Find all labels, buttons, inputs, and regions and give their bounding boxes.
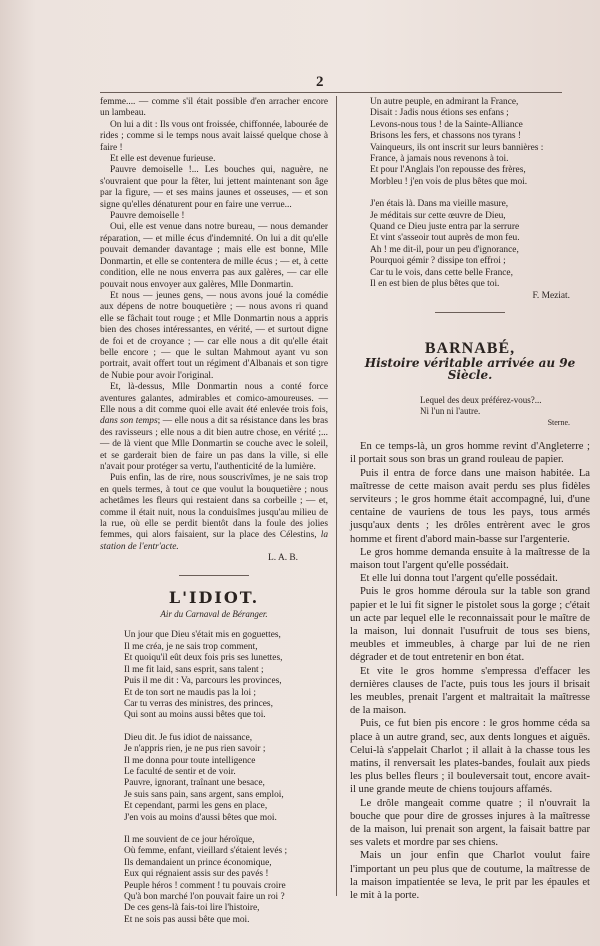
epigraph (420, 395, 590, 428)
article-paragraph (100, 382, 328, 473)
article-paragraph: On lui a dit : Ils vous ont froissée, chiffonnée, labourée de rides ; comme si le temps nous avait laissé quelque chose à faire ! (100, 119, 328, 153)
verse-line: Qu'à bon marché l'on pouvait faire un roi ? (124, 892, 285, 902)
verse-line: Disait : Jadis nous étions ses enfans ; (370, 108, 509, 119)
left-column (100, 97, 328, 926)
poem-signature: F. Meziat. (532, 290, 570, 301)
verse-line: Il me souvient de ce jour héroïque, (124, 834, 255, 845)
poem-stanza (124, 630, 328, 721)
verse-line: Ils demandaient un prince économique, (124, 857, 272, 868)
verse-line: Où femme, enfant, vieillard s'étaient levés ; (124, 846, 288, 857)
story-subtitle: Histoire véritable arrivée au 9e Siècle. (364, 356, 576, 382)
verse-line: Je méditais sur cette œuvre de Dieu, (370, 210, 506, 221)
verse-line: Il me créa, je ne sais trop comment, (124, 641, 258, 652)
header-rule (100, 92, 562, 93)
poem-title: L'IDIOT. (168, 587, 260, 607)
article-emphasis: dans son temps (100, 416, 158, 427)
verse-line: Pourquoi gémir ? dissipe ton effroi ; (370, 256, 506, 267)
verse-line: Le faculté de sentir et de voir. (124, 766, 236, 777)
section-rule (435, 312, 505, 313)
story-paragraph: Et vite le gros homme s'empressa d'effacer les dernières clauses de l'acte, puis tous les jours il brisait les meubles, prenait l'argent et maltraitait la maîtresse de la maison. (350, 665, 590, 717)
story-paragraph: Mais un jour enfin que Charlot voulut faire l'important un peu plus que de coutume, la maîtresse de la maison impatientée se leva, le prit par les épaules et le mit à la porte. (350, 850, 590, 902)
section-rule (179, 575, 249, 576)
verse-line: Levons-nous tous ! de la Sainte-Alliance (370, 119, 523, 130)
verse-line: J'en étais là. Dans ma vieille masure, (370, 199, 509, 210)
article-text: Et, là-dessus, Mlle Donmartin nous a conté force aventures galantes, admirables et comico-amoureuses. — Elle nous a dit comme quoi elle avait été enlevée trois fois, (100, 382, 328, 415)
epigraph-line: Ni l'un ni l'autre. (420, 406, 481, 417)
story-paragraph: Le gros homme demanda ensuite à la maîtresse de la maison tout l'argent qu'elle possédait. (350, 546, 590, 571)
article-text: ; — elle nous a dit sa résistance dans les bras des ravisseurs ; elle nous a dit bien autre chose, en vérité ;... — de là vient que Mlle Donmartin se couche avec le soleil, et se garderait bien de faire un pas dans la ville, si elle n'avait pour protéger sa vertu, l'authenticité de la lumière. (100, 416, 328, 472)
poem-stanza (370, 199, 590, 290)
article-signature: L. A. B. (268, 553, 298, 564)
epigraph-source: Sterne. (547, 418, 570, 428)
verse-line: Il me fit laid, sans esprit, sans talent ; (124, 664, 264, 675)
verse-line: Il en est bien de plus bêtes que toi. (370, 279, 500, 290)
poem-stanza (370, 97, 590, 188)
column-divider (336, 96, 337, 896)
article-emphasis: la station de l'entr'acte. (100, 530, 329, 552)
verse-line: Puis il me dit : Va, parcours les provinces, (124, 676, 282, 687)
story-paragraph: Puis, ce fut bien pis encore : le gros homme céda sa place à un autre grand, sec, aux dents longues et aiguës. Celui-là s'appelait Charlot ; il allait à la chasse tous les matins, il renversait les plates-bandes, foulait aux pieds les plus belles fleurs ; il bouleversait tout, encore avait-il une grande meute de chiens toujours affamés. (350, 718, 590, 796)
verse-line: Dieu dit. Je fus idiot de naissance, (124, 732, 253, 743)
poem-stanza (124, 733, 328, 824)
page-number: 2 (316, 74, 324, 90)
poem-stanza (124, 835, 328, 926)
article-text: Puis enfin, las de rire, nous souscrivîmes, je ne sais trop en quels termes, à tout ce que voulut la bouquetière ; nous achetâmes les fleurs qui restaient dans sa corbeille ; — et, comme il était nuit, nous la conduisîmes jusqu'au milieu de la rue, où elle se perdit bientôt dans la foule des jolies femmes, qui alors faisaient, sur la place des Célestins, (100, 473, 328, 541)
verse-line: J'en vois au moins d'aussi bêtes que moi. (124, 812, 277, 823)
article-paragraph: Et nous — jeunes gens, — nous avons joué la comédie aux dépens de notre bouquetière ; — nous avons ri quand elle se fâchait tout rouge ; et Mlle Donmartin nous a appris bien des choses intéressantes, en vérité, — et surtout digne de foi et de croyance ; — car elle nous a dit qu'elle était belle encore ; — que le sultan Mahmout ayant vu son portrait, avait offert tout un régiment d'Albanais et son tigre de Nubie pour avoir l'original. (100, 290, 328, 381)
story-title: BARNABÉ, (424, 339, 516, 357)
story-paragraph: Puis il entra de force dans une maison habitée. La maîtresse de cette maison avait perdu ses plus fidèles serviteurs ; le gros homme était accompagné, lui, d'une centaine de vauriens de tous les pays, tous armés jusqu'aux dents ; les drôles entrèrent avec le gros homme et firent d'abord main-basse sur l'argenterie. (350, 467, 590, 545)
article-paragraph: Et elle est devenue furieuse. (110, 154, 216, 165)
verse-line: Et de ton sort ne maudis pas la loi ; (124, 687, 257, 698)
article-paragraph (100, 473, 328, 553)
verse-line: Et vint s'asseoir tout auprès de mon feu. (370, 233, 520, 244)
article-paragraph: Oui, elle est venue dans notre bureau, — nous demander réparation, — et mille écus d'indemnité. On lui a dit qu'elle pouvait demander davantage ; mais elle est bonne, Mlle Donmartin, et elle se contentera de mille écus ; — et, à cette condition, elle ne nous enverra pas aux galères, — car elle pouvait nous envoyer aux galères, Mlle Donmartin. (100, 222, 328, 290)
verse-line: Vainqueurs, ils ont inscrit sur leurs bannières : (370, 142, 544, 153)
verse-line: Peuple héros ! comment ! tu pouvais croire (124, 880, 286, 891)
story-paragraph: En ce temps-là, un gros homme revint d'Angleterre ; il portait sous son bras un grand rouleau de papier. (350, 441, 590, 466)
story-paragraph: Puis le gros homme déroula sur la table son grand papier et le lui fit signer le pistolet sous la gorge ; c'était un acte par lequel elle le reconnaissait pour le maître de la maison, lui donnait l'usufruit de tous ses biens, meubles et immeubles, à charge par lui de ne rien dégrader et de tout entretenir en bon état. (350, 586, 590, 664)
verse-line: Je n'appris rien, je ne pus rien savoir ; (124, 744, 266, 755)
epigraph-line: Lequel des deux préférez-vous?... (420, 395, 542, 406)
verse-line: Un autre peuple, en admirant la France, (370, 97, 519, 107)
article-paragraph: Pauvre demoiselle !... Les bouches qui, naguère, ne s'ouvraient que pour la fêter, lui jettent maintenant son âge par la figure, — et ses mains jaunes et osseuses, — et son signe qu'elles dénaturent pour en faire une verrue... (100, 165, 328, 210)
article-paragraph: Pauvre demoiselle ! (110, 211, 185, 222)
verse-line: Car tu le vois, dans cette belle France, (370, 267, 513, 278)
verse-line: Et pour l'Anglais l'on repousse des frères, (370, 165, 526, 176)
poem-air: Air du Carnaval de Béranger. (160, 609, 268, 620)
verse-line: Et cependant, parmi les gens en place, (124, 801, 268, 812)
verse-line: Et ne sois pas aussi bête que moi. (124, 914, 250, 925)
article-paragraph: femme.... — comme s'il était possible d'en arracher encore un lambeau. (100, 97, 328, 119)
verse-line: Morbleu ! j'en vois de plus bêtes que moi. (370, 176, 528, 187)
story-body (350, 440, 590, 902)
verse-line: Il me donna pour toute intelligence (124, 755, 256, 766)
right-column (350, 97, 590, 902)
verse-line: France, à jamais nous revenons à toi. (370, 154, 509, 165)
verse-line: Et quoiqu'il eût deux fois pris ses lunettes, (124, 653, 283, 664)
verse-line: Je suis sans pain, sans argent, sans emploi, (124, 789, 284, 800)
verse-line: Car tu verras des ministres, des princes, (124, 698, 273, 709)
story-paragraph: Et elle lui donna tout l'argent qu'elle possédait. (360, 573, 558, 585)
verse-line: Quand ce Dieu juste entra par la serrure (370, 222, 520, 233)
verse-line: Brisons les fers, et chassons nos tyrans ! (370, 131, 522, 142)
verse-line: Un jour que Dieu s'était mis en goguettes, (124, 630, 281, 641)
verse-line: Pauvre, ignorant, traînant une besace, (124, 778, 265, 789)
verse-line: Qui sont au moins aussi bêtes que toi. (124, 710, 266, 721)
verse-line: Eux qui régnaient assis sur des pavés ! (124, 869, 269, 880)
verse-line: De ces gens-là fais-toi lire l'histoire, (124, 903, 260, 914)
story-paragraph: Le drôle mangeait comme quatre ; il n'ouvrait la bouche que pour dire de grosses injures à la maîtresse de la maison, lui prenait son argent, la faisait battre par ses valets et mordre par ses chiens. (350, 797, 590, 849)
verse-line: Ah ! me dit-il, pour un peu d'ignorance, (370, 244, 519, 255)
